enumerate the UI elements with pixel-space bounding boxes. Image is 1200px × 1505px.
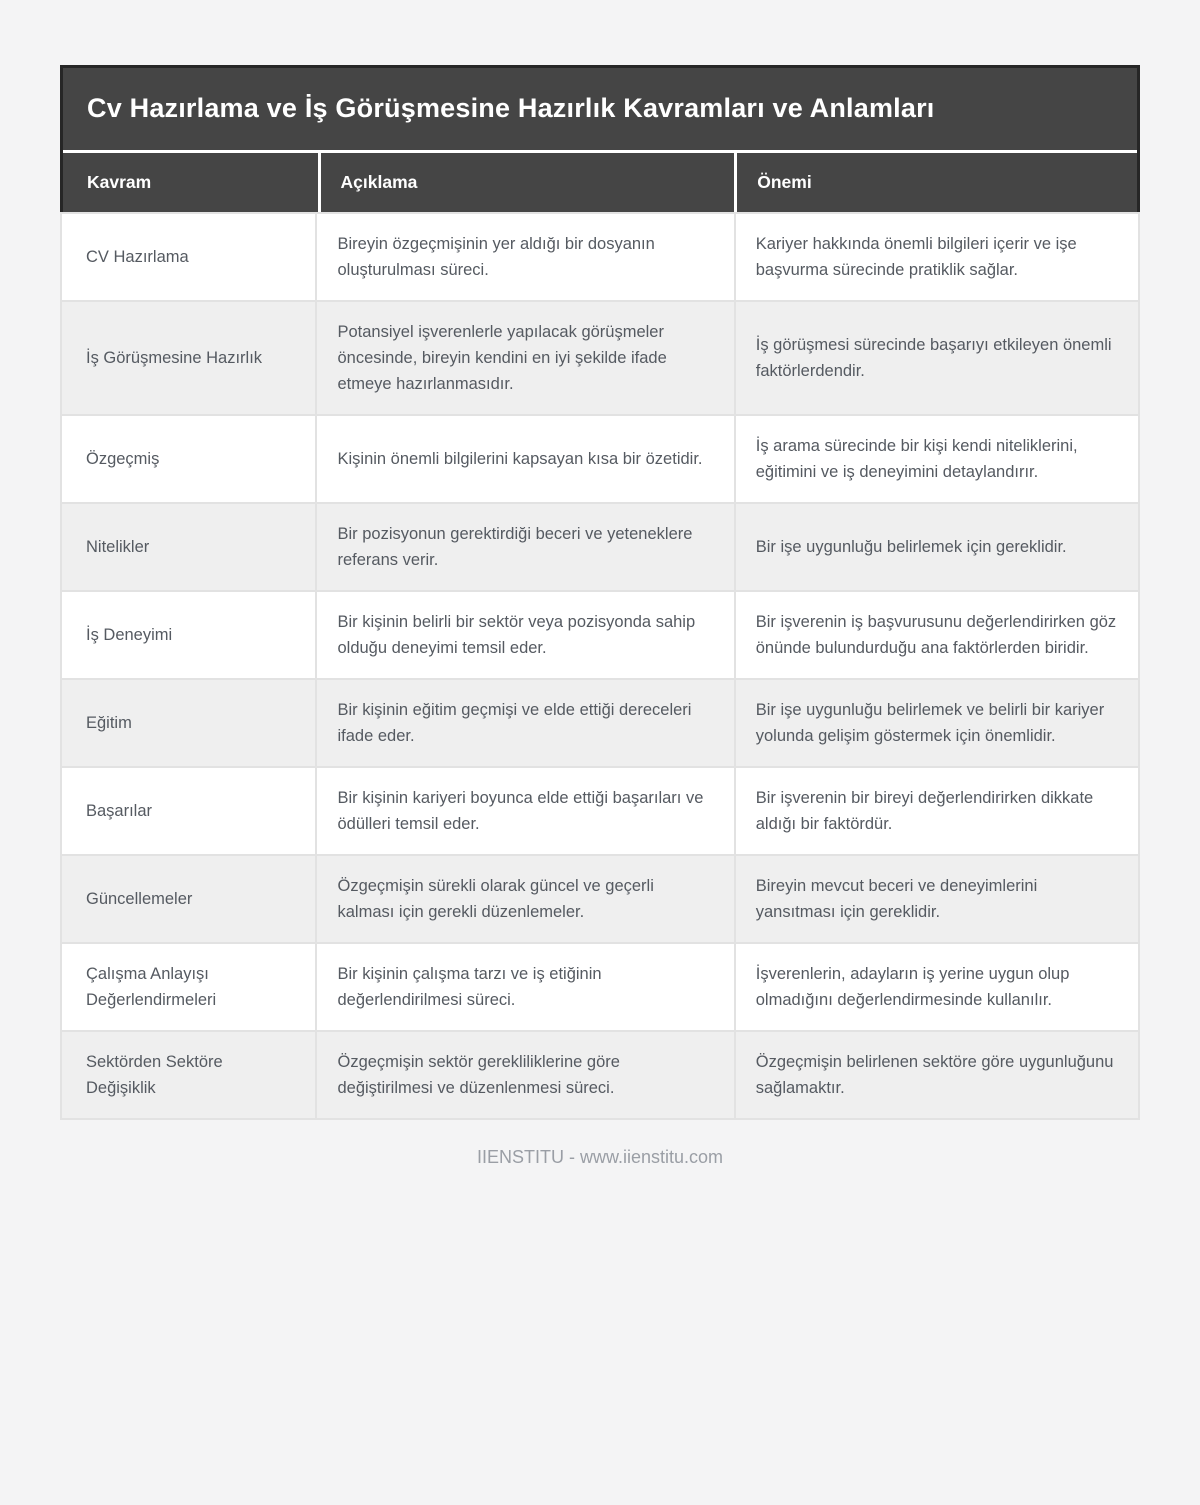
cell-aciklama: Bireyin özgeçmişinin yer aldığı bir dosyanın oluşturulması süreci.	[316, 213, 734, 301]
column-header-kavram: Kavram	[63, 153, 318, 212]
column-header-onemi: Önemi	[734, 153, 1137, 212]
table-row	[61, 679, 1139, 767]
table-row	[61, 943, 1139, 1031]
cell-aciklama: Kişinin önemli bilgilerini kapsayan kısa bir özetidir.	[316, 415, 734, 503]
cell-kavram: CV Hazırlama	[61, 213, 316, 301]
cell-kavram: Özgeçmiş	[61, 415, 316, 503]
table-head-block	[60, 65, 1140, 212]
cell-kavram: Başarılar	[61, 767, 316, 855]
cell-onemi: Bireyin mevcut beceri ve deneyimlerini yansıtması için gereklidir.	[735, 855, 1139, 943]
cell-aciklama: Bir kişinin çalışma tarzı ve iş etiğinin değerlendirilmesi süreci.	[316, 943, 734, 1031]
cell-onemi: İşverenlerin, adayların iş yerine uygun olup olmadığını değerlendirmesinde kullanılır.	[735, 943, 1139, 1031]
concept-table-card	[60, 65, 1140, 1228]
cell-onemi: Kariyer hakkında önemli bilgileri içerir ve işe başvurma sürecinde pratiklik sağlar.	[735, 213, 1139, 301]
table-row	[61, 767, 1139, 855]
cell-kavram: Sektörden Sektöre Değişiklik	[61, 1031, 316, 1119]
cell-onemi: Bir işe uygunluğu belirlemek ve belirli bir kariyer yolunda gelişim göstermek için önemlidir.	[735, 679, 1139, 767]
cell-kavram: Güncellemeler	[61, 855, 316, 943]
table-row	[61, 415, 1139, 503]
cell-aciklama: Bir pozisyonun gerektirdiği beceri ve yeteneklere referans verir.	[316, 503, 734, 591]
footer-text: IIENSTITU - www.iienstitu.com	[476, 1147, 724, 1167]
cell-aciklama: Özgeçmişin sürekli olarak güncel ve geçerli kalması için gerekli düzenlemeler.	[316, 855, 734, 943]
table-row	[61, 301, 1139, 415]
cell-kavram: İş Görüşmesine Hazırlık	[61, 301, 316, 415]
table-row	[61, 1031, 1139, 1119]
cell-onemi: İş arama sürecinde bir kişi kendi niteliklerini, eğitimini ve iş deneyimini detaylandırır.	[735, 415, 1139, 503]
table-body	[61, 213, 1139, 1119]
cell-kavram: İş Deneyimi	[61, 591, 316, 679]
table-row	[61, 213, 1139, 301]
cell-onemi: Özgeçmişin belirlenen sektöre göre uygunluğunu sağlamaktır.	[735, 1031, 1139, 1119]
cell-aciklama: Bir kişinin eğitim geçmişi ve elde ettiği dereceleri ifade eder.	[316, 679, 734, 767]
cell-aciklama: Potansiyel işverenlerle yapılacak görüşmeler öncesinde, bireyin kendini en iyi şekilde ifade etmeye hazırlanmasıdır.	[316, 301, 734, 415]
cell-kavram: Eğitim	[61, 679, 316, 767]
cell-onemi: Bir işverenin iş başvurusunu değerlendirirken göz önünde bulundurduğu ana faktörlerden biridir.	[735, 591, 1139, 679]
column-header-aciklama: Açıklama	[318, 153, 735, 212]
cell-kavram: Nitelikler	[61, 503, 316, 591]
cell-onemi: İş görüşmesi sürecinde başarıyı etkileyen önemli faktörlerdendir.	[735, 301, 1139, 415]
concept-table	[60, 212, 1140, 1120]
cell-aciklama: Özgeçmişin sektör gerekliliklerine göre değiştirilmesi ve düzenlenmesi süreci.	[316, 1031, 734, 1119]
cell-kavram: Çalışma Anlayışı Değerlendirmeleri	[61, 943, 316, 1031]
cell-onemi: Bir işe uygunluğu belirlemek için gereklidir.	[735, 503, 1139, 591]
cell-onemi: Bir işverenin bir bireyi değerlendirirken dikkate aldığı bir faktördür.	[735, 767, 1139, 855]
table-row	[61, 591, 1139, 679]
table-row	[61, 855, 1139, 943]
cell-aciklama: Bir kişinin kariyeri boyunca elde ettiği başarıları ve ödülleri temsil eder.	[316, 767, 734, 855]
cell-aciklama: Bir kişinin belirli bir sektör veya pozisyonda sahip olduğu deneyimi temsil eder.	[316, 591, 734, 679]
table-header-row	[63, 150, 1137, 212]
table-row	[61, 503, 1139, 591]
page-title: Cv Hazırlama ve İş Görüşmesine Hazırlık Kavramları ve Anlamları	[87, 93, 935, 123]
